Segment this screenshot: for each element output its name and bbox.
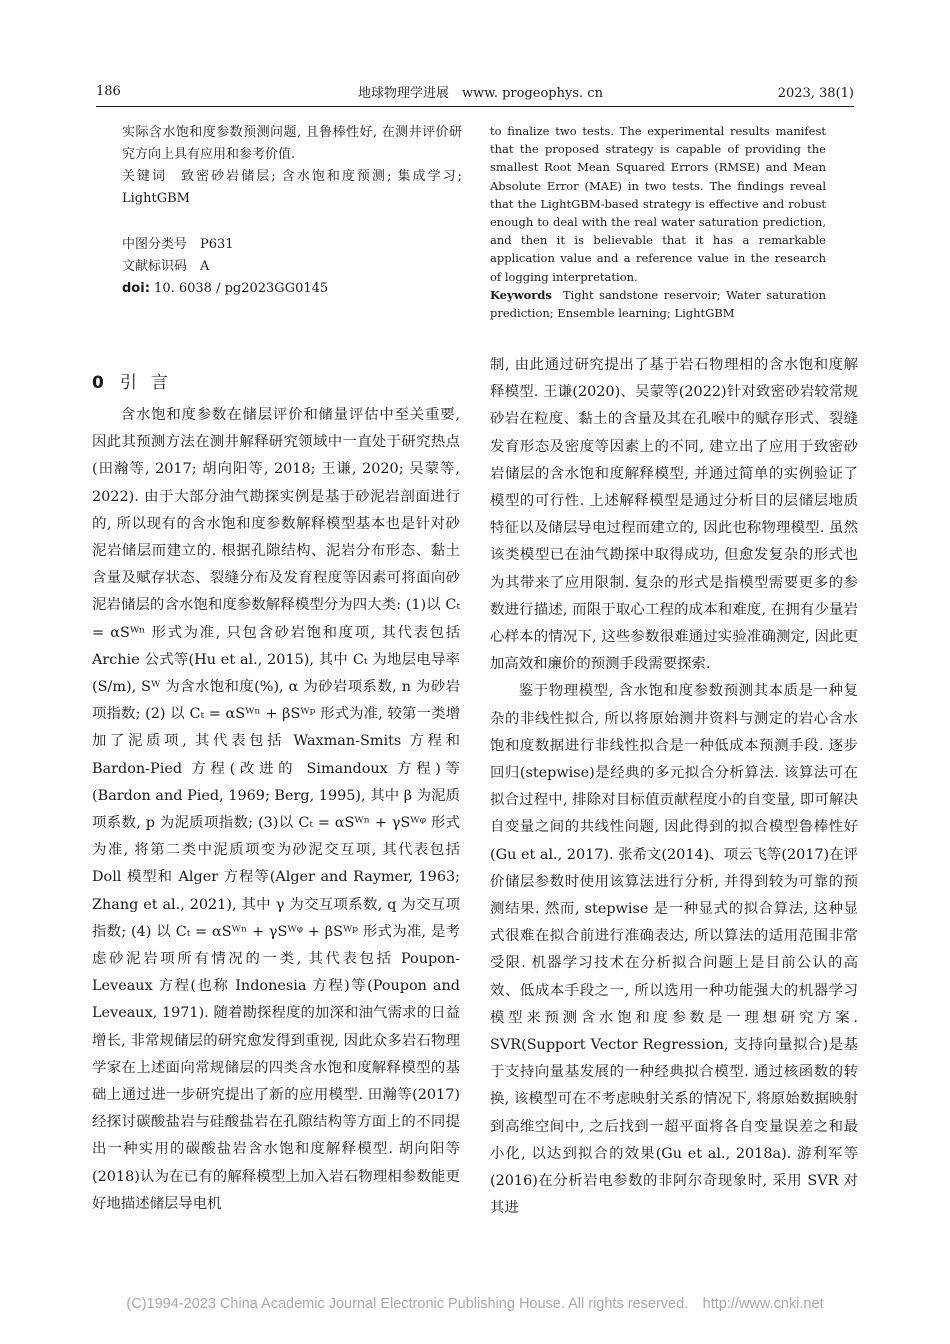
abstract-cn-text: 实际含水饱和度参数预测问题, 且鲁棒性好, 在测井评价研究方向上具有应用和参考价值. (122, 125, 462, 162)
article-metadata (122, 234, 462, 300)
keywords-cn-label: 关键词 (122, 169, 168, 184)
running-header (96, 84, 854, 107)
body-paragraph-right: 鉴于物理模型, 含水饱和度参数预测其本质是一种复杂的非线性拟合, 所以将原始测井资料与测定的岩心含水饱和度数据进行非线性拟合是一种低成本预测手段. 逐步回归(stepwise)是经典的多元拟合分析算法. 该算法可在拟合过程中, 排除对目标值贡献程度小的自变量, 即可解决自变量之间的共线性问题, 因此得到的拟合模型鲁棒性好(Gu et al., 2017). 张希文(2014)、项云飞等(2017)在评价储层参数时使用该算法进行分析, 并得到较为可靠的预测结果. 然而, stepwise 是一种显式的拟合算法, 这种显式很难在拟合前进行准确表达, 所以算法的适用范围非常受限. 机器学习技术在分析拟合问题上是目前公认的高效、低成本手段之一, 所以选用一种功能强大的机器学习模型来预测含水饱和度参数是一理想研究方案. SVR(Support Vector Regression, 支持向量拟合)是基于支持向量基发展的一种经典拟合模型. 通过核函数的转换, 该模型可在不考虑映射关系的情况下, 将原始数据映射到高维空间中, 之后找到一超平面将各自变量误差之和最小化, 以达到拟合的效果(Gu et al., 2018a). 游利军等(2016)在分析岩电参数的非阿尔奇现象时, 采用 SVR 对其进 (490, 683, 858, 1217)
body-paragraph-left: 含水饱和度参数在储层评价和储量评估中至关重要, 因此其预测方法在测井解释研究领域中一直处于研究热点(田瀚等, 2017; 胡向阳等, 2018; 王谦, 2020; 吴蒙等, 2022). 由于大部分油气勘探实例是基于砂泥岩剖面进行的, 所以现有的含水饱和度参数解释模型基本也是针对砂泥岩储层而建立的. 根据孔隙结构、泥岩分布形态、黏土含量及赋存状态、裂缝分布及发育程度等因素可将面向砂泥岩储层的含水饱和度参数解释模型分为四大类: (1)以 Cₜ = αSᵂⁿ 形式为准, 只包含砂岩饱和度项, 其代表包括 Archie 公式等(Hu et al., 2015), 其中 Cₜ 为地层电导率(S/m), Sᵂ 为含水饱和度(%), α 为砂岩项系数, n 为砂岩项指数; (2) 以 Cₜ = αSᵂⁿ + βSᵂᵖ 形式为准, 较第一类增加了泥质项, 其代表包括 Waxman-Smits 方程和 Bardon-Pied 方程(改进的 Simandoux 方程)等(Bardon and Pied, 1969; Berg, 1995), 其中 β 为泥质项系数, p 为泥质项指数; (3)以 Cₜ = αSᵂⁿ + γSᵂᵠ 形式为准, 将第二类中泥质项变为砂泥交互项, 其代表包括 Doll 模型和 Alger 方程等(Alger and Raymer, 1963; Zhang et al., 2021), 其中 γ 为交互项系数, q 为交互项指数; (4) 以 Cₜ = αSᵂⁿ + γSᵂᵠ + βSᵂᵖ 形式为准, 是考虑砂泥岩项所有情况的一类, 其代表包括 Poupon-Leveaux 方程(也称 Indonesia 方程)等(Poupon and Leveaux, 1971). 随着勘探程度的加深和油气需求的日益增长, 非常规储层的研究愈发得到重视, 因此众多岩石物理学家在上述面向常规储层的四类含水饱和度解释模型的基础上通过进一步研究提出了新的应用模型. 田瀚等(2017)经探讨碳酸盐岩与硅酸盐岩在孔隙结构等方面上的不同提出一种实用的碳酸盐岩含水饱和度解释模型. 胡向阳等(2018)认为在已有的解释模型上加入岩石物理相参数能更好地描述储层导电机 (92, 407, 460, 1212)
body-paragraph-right-continued: 制, 由此通过研究提出了基于岩石物理相的含水饱和度解释模型. 王谦(2020)、吴蒙等(2022)针对致密砂岩较常规砂岩在粒度、黏土的含量及其在孔喉中的赋存形式、裂缝发育形态及密度等因素上的不同, 建立出了应用于致密砂岩储层的含水饱和度解释模型, 并通过简单的实例验证了模型的可行性. 上述解释模型是通过分析目的层储层地质特征以及储层导电过程而建立的, 因此也称物理模型. 虽然该类模型已在油气勘探中取得成功, 但愈发复杂的形式也为其带来了应用限制. 复杂的形式是指模型需要更多的参数进行描述, 而限于取心工程的成本和难度, 在拥有少量岩心样本的情况下, 这些参数很难通过实验准确测定, 因此更加高效和廉价的预测手段需要探索. (490, 357, 858, 673)
doi-value: 10. 6038 / pg2023GG0145 (154, 281, 329, 296)
body-column-right (490, 352, 858, 1223)
doi-line (122, 278, 462, 300)
section-number: 0 (92, 373, 104, 393)
keywords-cn (122, 166, 462, 210)
keywords-en-label: Keywords (490, 287, 552, 302)
journal-name: 地球物理学进展 www. progeophys. cn (358, 86, 603, 101)
doi-label: doi: (122, 281, 150, 296)
section-heading (92, 368, 182, 393)
clc-number: 中图分类号 P631 (122, 237, 234, 252)
document-code: 文献标识码 A (122, 259, 210, 274)
page-number: 186 (96, 84, 121, 99)
keywords-en (490, 286, 826, 322)
body-column-left (92, 402, 460, 1218)
volume-issue: 2023, 38(1) (777, 86, 854, 101)
english-abstract-tail (490, 122, 826, 322)
section-title: 引言 (119, 373, 182, 393)
copyright-footer: (C)1994-2023 China Academic Journal Electronic Publishing House. All rights reserved. http://www.cnki.net (126, 1296, 824, 1312)
keywords-cn-text: 致密砂岩储层; 含水饱和度预测; 集成学习; LightGBM (122, 169, 462, 206)
abstract-en-text: to finalize two tests. The experimental results manifest that the proposed strategy is capable of providing the smallest Root Mean Squared Errors (RMSE) and Mean Absolute Error (MAE) in two tests. The findings reveal that the LightGBM-based strategy is effective and robust enough to deal with the real water saturation prediction, and then it is believable that it has a remarkable application value and a reference value in the research of logging interpretation. (490, 124, 826, 284)
chinese-abstract-tail (122, 122, 462, 210)
keywords-en-text: Tight sandstone reservoir; Water saturation prediction; Ensemble learning; LightGBM (490, 287, 826, 321)
